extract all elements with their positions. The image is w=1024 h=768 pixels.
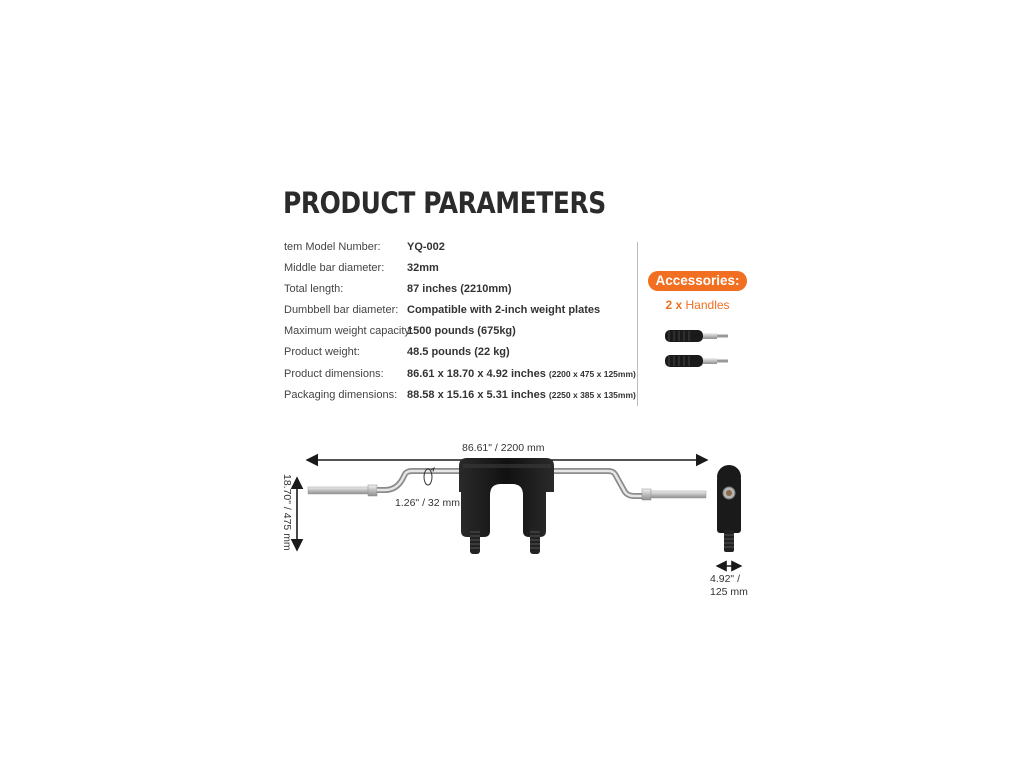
spec-label: Product weight:	[284, 346, 360, 358]
spec-label: tem Model Number:	[284, 241, 381, 253]
handle-icon	[665, 330, 728, 342]
spec-value: 1500 pounds (675kg)	[407, 325, 516, 337]
accessories-badge: Accessories:	[648, 271, 747, 291]
spec-label: Total length:	[284, 283, 344, 295]
spec-value: 32mm	[407, 262, 439, 274]
spec-label: Dumbbell bar diameter:	[284, 304, 399, 316]
spec-value-metric: (2200 x 475 x 125mm)	[548, 369, 636, 379]
bar-side-view	[717, 465, 741, 552]
spec-value: 48.5 pounds (22 kg)	[407, 346, 510, 358]
length-label: 86.61" / 2200 mm	[462, 442, 545, 454]
yoke-pad	[459, 458, 554, 554]
handle-icon	[665, 355, 728, 367]
spec-value-metric: (2250 x 385 x 135mm)	[548, 390, 636, 400]
height-label: 18.70" / 475 mm	[281, 474, 293, 551]
bar-diameter-label: 1.26" / 32 mm	[395, 497, 461, 509]
spec-label: Middle bar diameter:	[284, 262, 385, 274]
handles-item: Handles	[685, 298, 730, 312]
depth-label-line1: 4.92" /	[710, 573, 740, 585]
handles-quantity: 2 x	[665, 298, 683, 312]
spec-value: 86.61 x 18.70 x 4.92 inches (2200 x 475 x 125mm)	[407, 368, 636, 380]
depth-label-line2: 125 mm	[710, 586, 748, 598]
spec-value: 87 inches (2210mm)	[407, 283, 512, 295]
spec-label: Packaging dimensions:	[284, 389, 398, 401]
spec-value: Compatible with 2-inch weight plates	[407, 304, 601, 316]
spec-value: 88.58 x 15.16 x 5.31 inches (2250 x 385 x 135mm)	[407, 389, 636, 401]
spec-label: Product dimensions:	[284, 368, 384, 380]
spec-label: Maximum weight capacity:	[284, 325, 413, 337]
page-title: PRODUCT PARAMETERS	[283, 186, 606, 220]
spec-value: YQ-002	[407, 241, 445, 253]
